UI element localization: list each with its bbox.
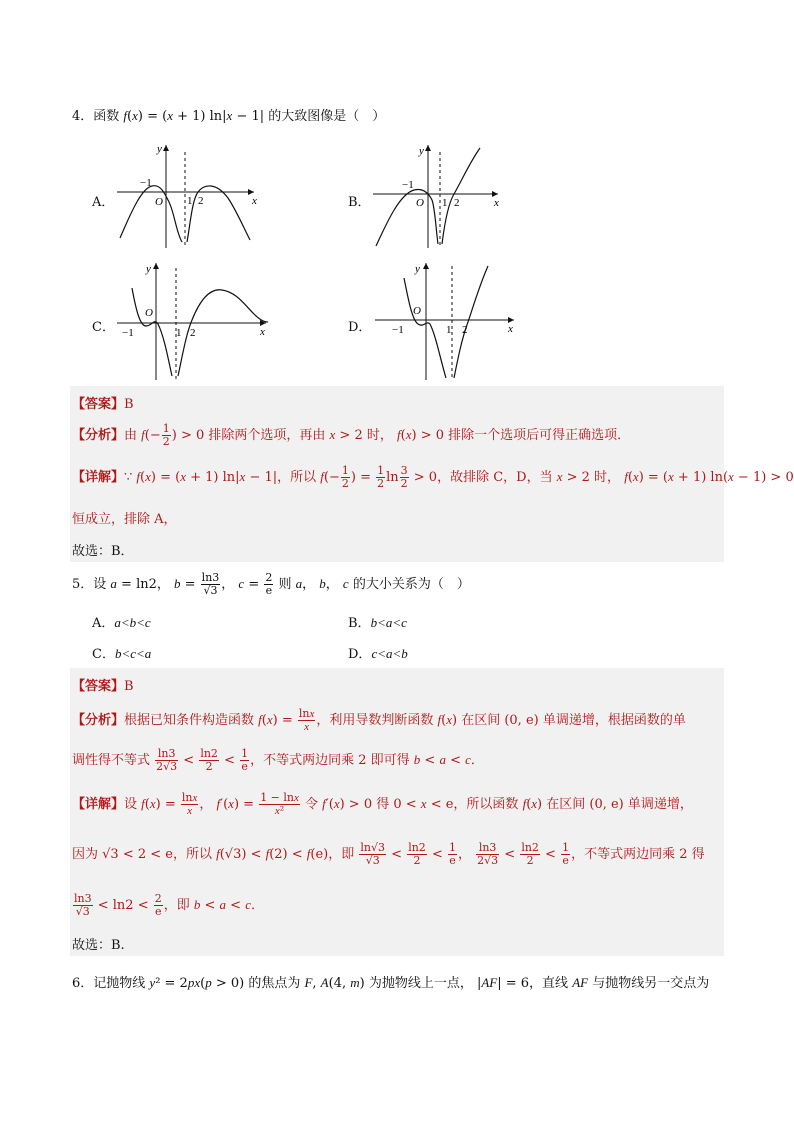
q4-stem: 4．函数 f(x) = (x + 1) ln|x − 1| 的大致图像是（ ） xyxy=(72,108,386,124)
origin-label: O xyxy=(155,196,163,208)
svg-text:O: O xyxy=(145,307,153,319)
svg-text:2: 2 xyxy=(462,324,468,336)
q4-option-b-label: B． xyxy=(348,195,371,210)
q4-option-c-label: C． xyxy=(92,320,115,335)
q5-option-a: A．a<b<c xyxy=(92,615,151,631)
q5-answer: 【答案】B xyxy=(72,679,134,694)
q5-detail-1: 【详解】设 f(x) = $\frac{\ln x}{x}$ ， f′(x) = $\frac{1 - \ln x}{\text{x²}}$ 令 f′(x) > 0 得 0 < x < e，所以函数 f(x) 在区间 (0, e) 单调递增， xyxy=(72,791,693,817)
svg-text:−1: −1 xyxy=(122,327,134,339)
q4-answer: 【答案】B xyxy=(72,397,134,412)
q5-detail-2: 因为 √3 < 2 < e，所以 f(√3) < f(2) < f(e)，即 $\frac{\ln√3}{√3}$ < $\frac{\ln 2}{2}$ < $\frac{1}{e}$ ， $\frac{\ln 3}{2√3}$ < $\frac{\ln 2}{2}$ < $\frac{1}{e}$ ，不等式两边同乘 2 得 xyxy=(72,841,705,867)
q4-choose: 故选：B． xyxy=(72,544,134,559)
svg-text:x: x xyxy=(494,197,499,209)
q4-analysis: 【分析】由 f(− $\frac{1}{2}$ ) > 0 排除两个选项，再由 x > 2 时， f(x) > 0 排除一个选项后可得正确选项． xyxy=(72,422,631,448)
svg-text:O: O xyxy=(413,305,421,317)
q4-detail-1: 【详解】∵ f(x) = (x + 1) ln|x − 1|，所以 f(− $\frac{1}{2}$ ) = $\frac{1}{2}$ ln $\frac{3}{2}$ > 0，故排除 C，D，当 x > 2 时， f(x) = (x + 1) ln(x − 1) > 0 xyxy=(72,464,794,490)
svg-text:x: x xyxy=(508,323,513,335)
svg-text:y: y xyxy=(146,263,151,275)
y-axis-label: y xyxy=(157,143,162,155)
two-label: 2 xyxy=(198,195,204,207)
one-label: 1 xyxy=(187,195,193,207)
svg-text:1: 1 xyxy=(442,197,448,209)
svg-text:−1: −1 xyxy=(402,179,414,191)
svg-text:2: 2 xyxy=(190,327,196,339)
svg-text:O: O xyxy=(416,197,424,209)
q5-analysis-1: 【分析】根据已知条件构造函数 f(x) = $\frac{\ln x}{x}$ ，利用导数判断函数 f(x) 在区间 (0, e) 单调递增，根据函数的单 xyxy=(72,707,686,733)
q5-option-c: C．b<c<a xyxy=(92,646,152,662)
svg-text:−1: −1 xyxy=(392,324,404,336)
q5-detail-3: $\frac{\ln 3}{√3}$ < ln2 < $\frac{2}{e}$ ，即 b < a < c． xyxy=(74,892,265,918)
q5-stem: 5．设 a = ln2， b = $\frac{\ln 3}{√3}$ ， c = $\frac{2}{e}$ 则 a， b， c 的大小关系为（ ） xyxy=(72,571,470,597)
svg-text:y: y xyxy=(415,263,420,275)
neg1-label: −1 xyxy=(140,177,152,189)
q4-graph-b xyxy=(370,140,505,250)
q6-stem: 6．记抛物线 y² = 2px(p > 0) 的焦点为 F, A(4, m) 为抛物线上一点， |AF| = 6，直线 AF 与抛物线另一交点为 xyxy=(72,975,710,991)
q5-analysis-2: 调性得不等式 $\frac{\ln 3}{2√3}$ < $\frac{\ln 2}{2}$ < $\frac{1}{e}$ ，不等式两边同乘 2 即可得 b < a < c． xyxy=(72,747,484,773)
q4-graph-d xyxy=(370,258,520,383)
svg-text:1: 1 xyxy=(176,327,182,339)
q4-graph-a xyxy=(112,140,262,250)
q5-option-d: D．c<a<b xyxy=(348,646,408,662)
x-axis-label: x xyxy=(252,195,257,207)
svg-text:y: y xyxy=(419,145,424,157)
q4-detail-2: 恒成立，排除 A， xyxy=(72,512,177,527)
q4-option-a-label: A． xyxy=(92,195,115,210)
q4-graph-c xyxy=(112,258,272,383)
q4-option-d-label: D． xyxy=(348,320,372,335)
q5-option-b: B．b<a<c xyxy=(348,615,407,631)
svg-text:1: 1 xyxy=(446,324,452,336)
svg-text:x: x xyxy=(260,326,265,338)
svg-text:2: 2 xyxy=(454,197,460,209)
q5-choose: 故选：B. xyxy=(72,938,125,953)
